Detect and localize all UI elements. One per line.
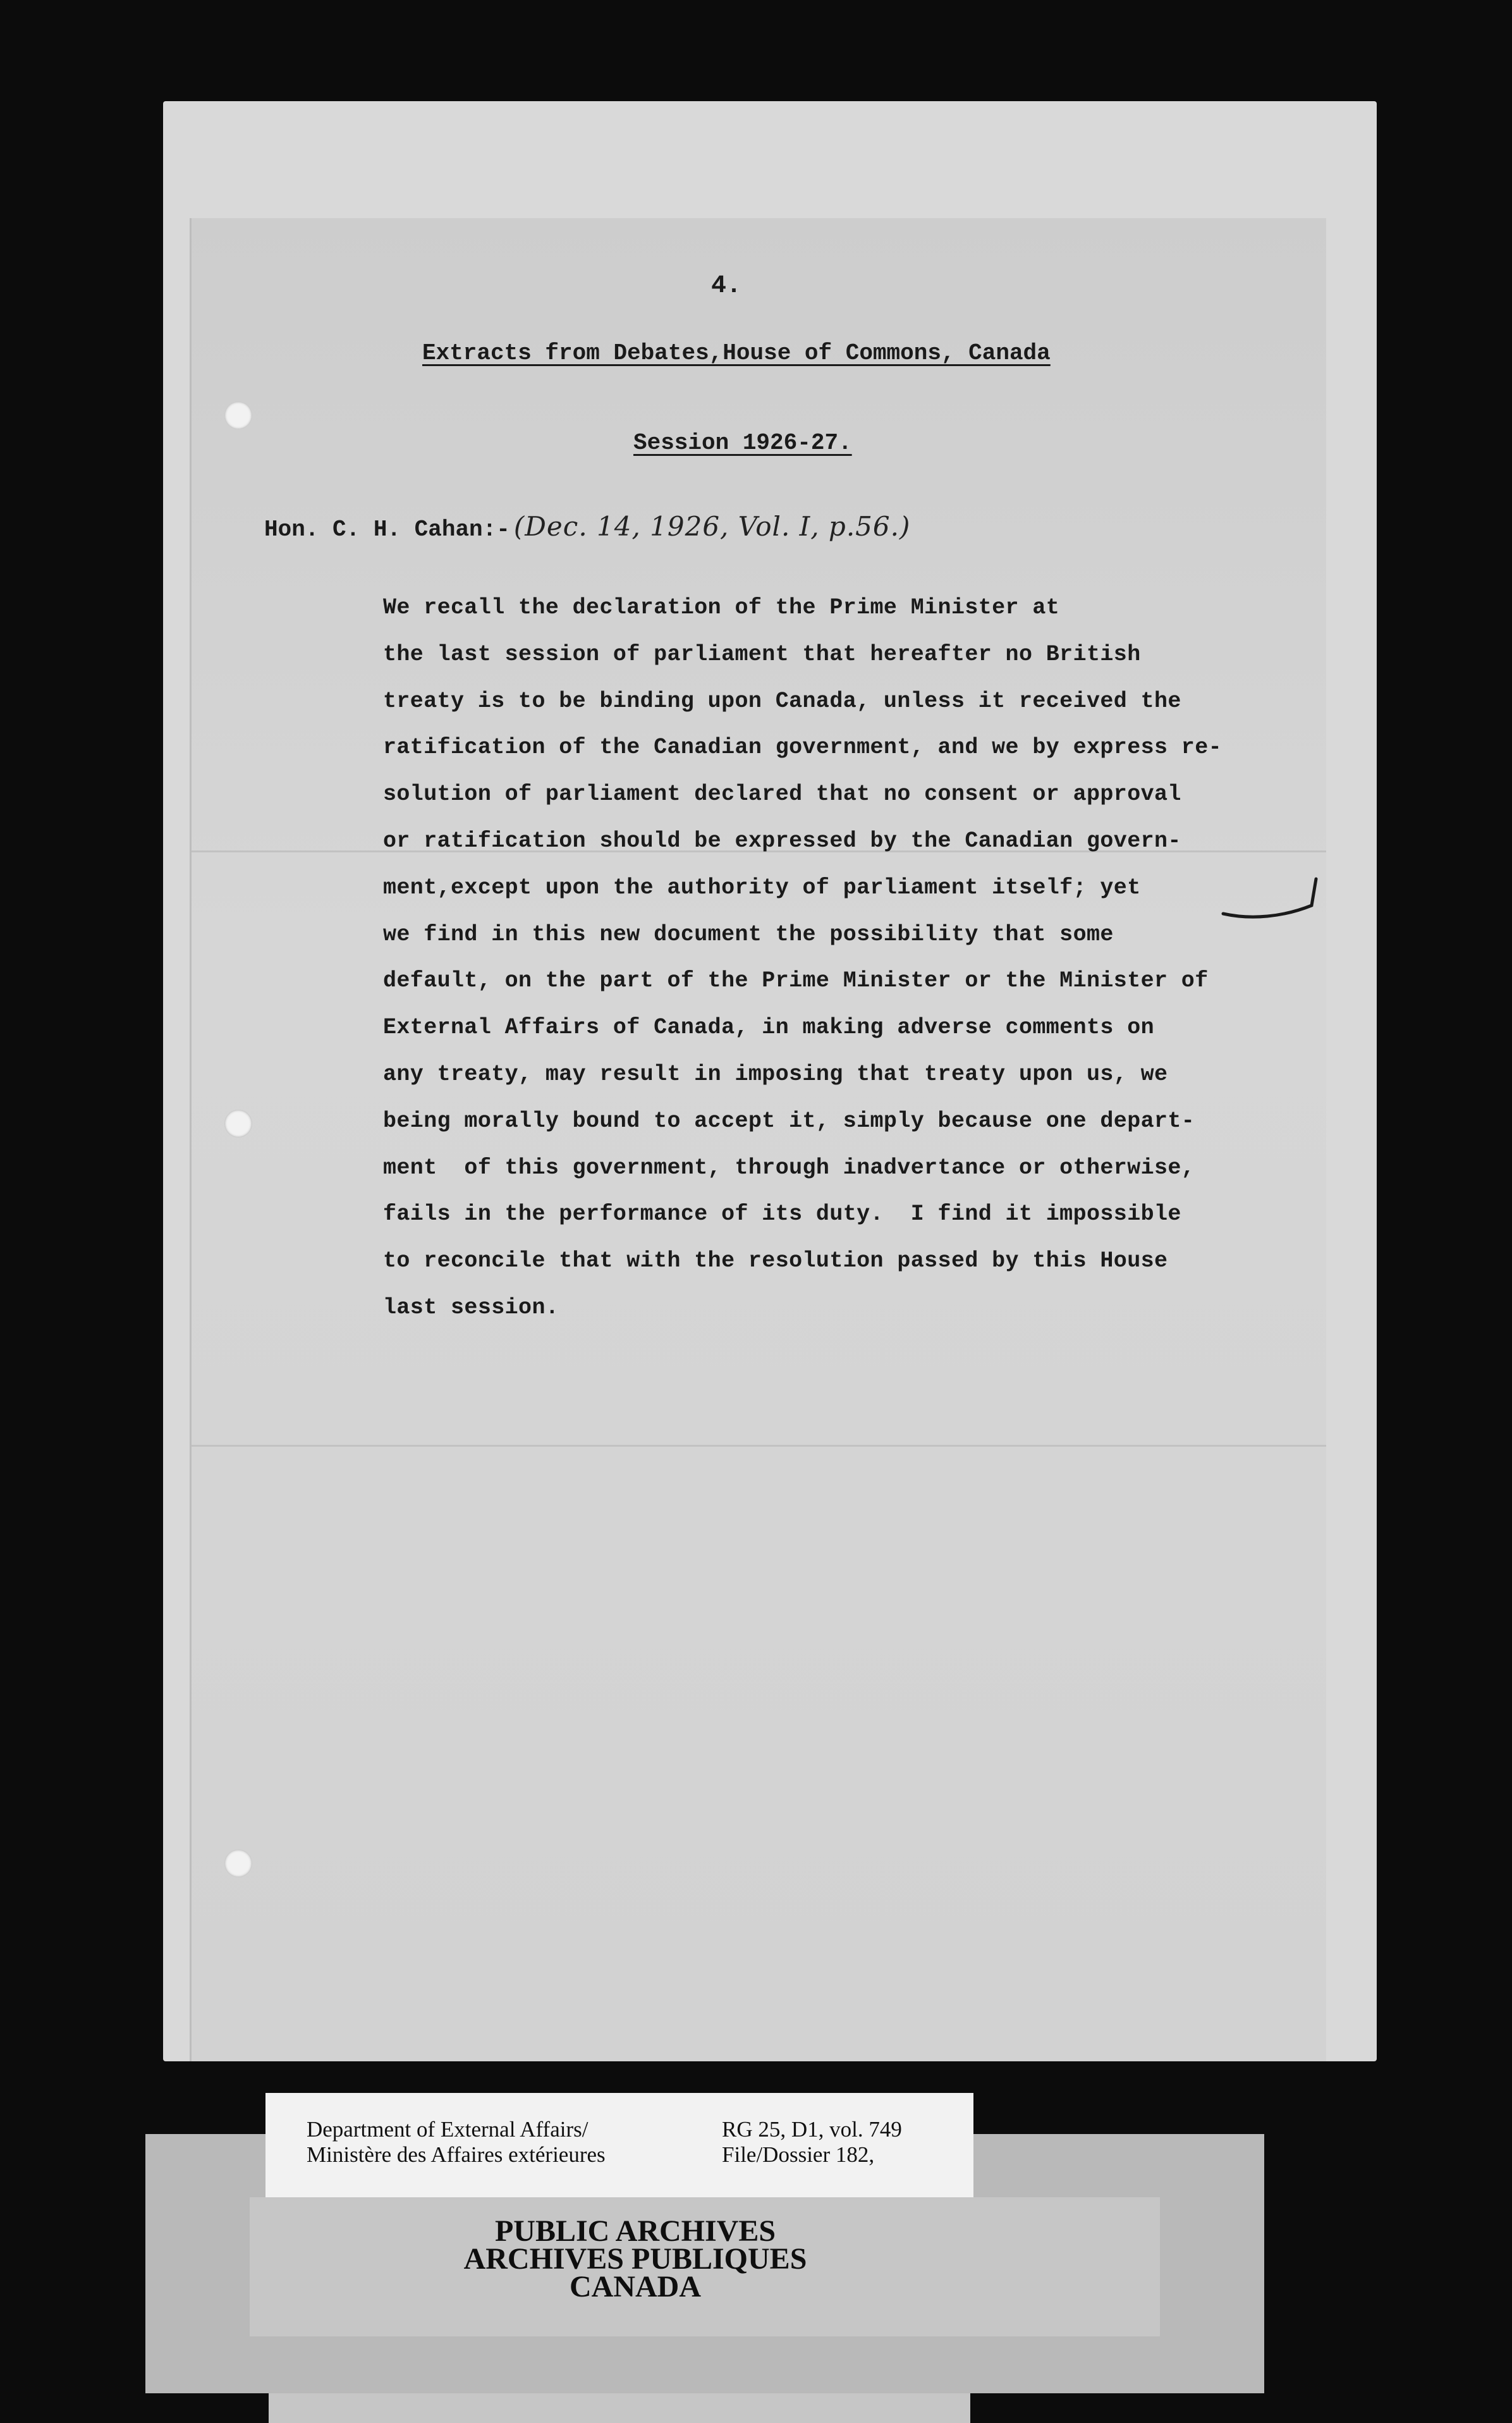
- department-english: Department of External Affairs/: [307, 2117, 588, 2142]
- stamp-archives-publiques: ARCHIVES PUBLIQUES: [463, 2242, 807, 2276]
- body-line: any treaty, may result in imposing that treaty upon us, we: [383, 1061, 1168, 1087]
- session-heading: Session 1926-27.: [633, 430, 852, 456]
- page-number: 4.: [711, 272, 742, 300]
- body-line: treaty is to be binding upon Canada, unless it received the: [383, 688, 1181, 714]
- body-line: being morally bound to accept it, simply because one depart-: [383, 1108, 1195, 1134]
- body-line: last session.: [383, 1294, 559, 1320]
- document-title: Extracts from Debates,House of Commons, Canada: [422, 340, 1051, 366]
- archive-label-foot: [269, 2393, 970, 2423]
- margin-check-mark: [1220, 866, 1327, 936]
- handwritten-reference: (Dec. 14, 1926, Vol. I, p.56.): [513, 511, 911, 542]
- body-line: solution of parliament declared that no consent or approval: [383, 782, 1181, 807]
- stamp-canada: CANADA: [570, 2270, 701, 2303]
- body-line: External Affairs of Canada, in making adverse comments on: [383, 1015, 1154, 1041]
- body-line: ment,except upon the authority of parliament itself; yet: [383, 874, 1141, 900]
- speaker-name: Hon. C. H. Cahan:-: [264, 517, 510, 543]
- speaker-line: [264, 511, 910, 543]
- punch-hole: [224, 1110, 252, 1138]
- body-line: ratification of the Canadian government, and we by express re-: [383, 735, 1222, 761]
- punch-hole: [224, 402, 252, 429]
- department-french: Ministère des Affaires extérieures: [307, 2142, 606, 2167]
- stamp-public-archives: PUBLIC ARCHIVES: [494, 2214, 776, 2248]
- body-line: ment of this government, through inadvertance or otherwise,: [383, 1155, 1195, 1181]
- fold-line: [192, 1445, 1326, 1447]
- body-line: fails in the performance of its duty. I find it impossible: [383, 1201, 1181, 1227]
- body-line: to reconcile that with the resolution passed by this House: [383, 1248, 1168, 1274]
- body-line: We recall the declaration of the Prime Minister at: [383, 595, 1060, 620]
- file-number: File/Dossier 182,: [722, 2142, 875, 2167]
- body-line: the last session of parliament that hereafter no British: [383, 641, 1141, 667]
- speech-body: [383, 585, 1222, 1332]
- record-group: RG 25, D1, vol. 749: [722, 2117, 902, 2142]
- body-line: or ratification should be expressed by the Canadian govern-: [383, 828, 1181, 854]
- body-line: default, on the part of the Prime Minister or the Minister of: [383, 968, 1209, 994]
- body-line: we find in this new document the possibility that some: [383, 921, 1114, 947]
- punch-hole: [224, 1849, 252, 1877]
